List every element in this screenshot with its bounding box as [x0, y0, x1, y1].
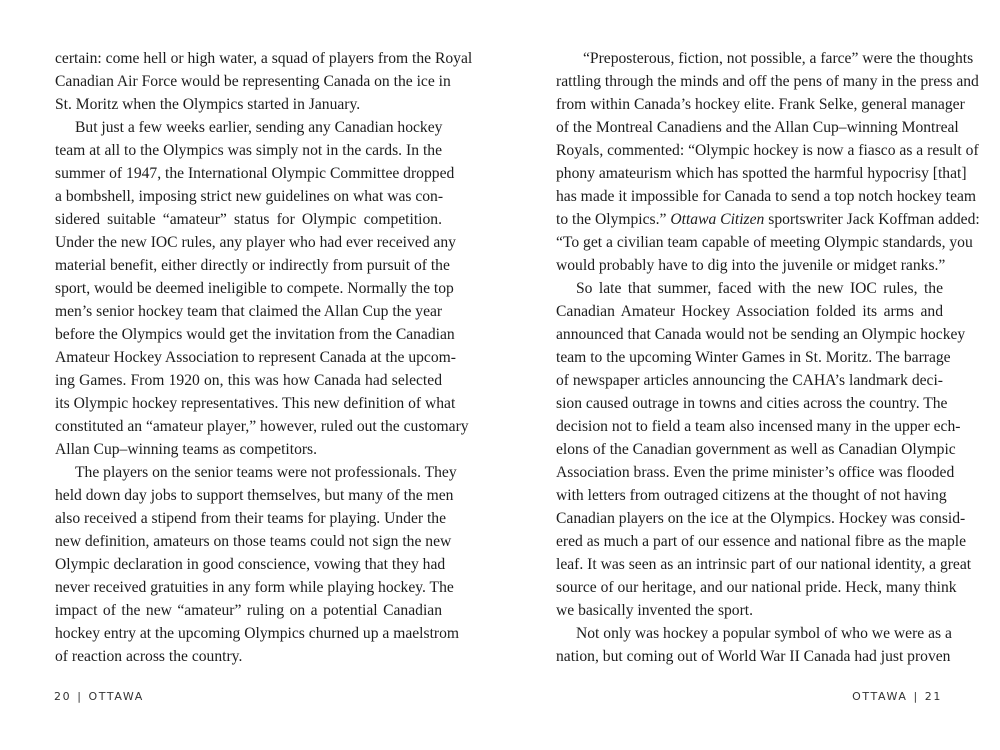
text-line: The players on the senior teams were not professionals. They: [75, 464, 457, 481]
text-line: certain: come hell or high water, a squad of players from the Royal: [55, 50, 473, 67]
text-run: announced that Canada would not be sending an Olympic hockey: [556, 326, 966, 343]
text-line: Allan Cup–winning teams as competitors.: [55, 441, 318, 458]
left-page-body: [55, 47, 473, 668]
text-run: of the Montreal Canadiens and the Allan Cup–winning Montreal: [556, 119, 959, 136]
text-line: also received a stipend from their teams for playing. Under the: [55, 510, 447, 527]
text-line: impact of the new “amateur” ruling on a potential Canadian: [55, 602, 442, 619]
text-run: to the Olympics.”: [556, 211, 671, 228]
text-line: Olympic declaration in good conscience, vowing that they had: [55, 556, 446, 573]
left-footer-separator: |: [77, 690, 83, 703]
text-run: rattling through the minds and off the pens of many in the press and: [556, 73, 979, 90]
text-line: [556, 530, 967, 553]
text-line: [556, 645, 951, 668]
text-line: held down day jobs to support themselves, but many of the men: [55, 487, 454, 504]
text-run: decision not to field a team also incensed many in the upper ech-: [556, 418, 961, 435]
text-run: elons of the Canadian government as well as Canadian Olympic: [556, 441, 956, 458]
text-line: [556, 277, 943, 300]
right-page-body: [556, 47, 980, 668]
text-run: source of our heritage, and our national pride. Heck, many think: [556, 579, 957, 596]
text-run: So late that summer, faced with the new IOC rules, the: [576, 280, 943, 297]
text-line: [556, 461, 955, 484]
text-run: team to the upcoming Winter Games in St. Moritz. The barrage: [556, 349, 951, 366]
text-line: new definition, amateurs on those teams could not sign the new: [55, 533, 452, 550]
text-line: team at all to the Olympics was simply not in the cards. In the: [55, 142, 442, 159]
text-run: “Preposterous, fiction, not possible, a farce” were the thoughts: [583, 50, 974, 67]
text-run: from within Canada’s hockey elite. Frank Selke, general manager: [556, 96, 965, 113]
text-line: [556, 369, 943, 392]
text-line: [556, 231, 973, 254]
text-run: would probably have to dig into the juvenile or midget ranks.”: [556, 257, 946, 274]
text-line: [556, 507, 966, 530]
text-line: [556, 484, 947, 507]
text-line: men’s senior hockey team that claimed the Allan Cup the year: [55, 303, 443, 320]
text-run: leaf. It was seen as an intrinsic part of our national identity, a great: [556, 556, 972, 573]
text-line: [556, 300, 943, 323]
text-line: St. Moritz when the Olympics started in January.: [55, 96, 361, 113]
text-line: of reaction across the country.: [55, 648, 243, 665]
text-line: [556, 323, 966, 346]
text-line: [556, 116, 959, 139]
text-line: a bombshell, imposing strict new guidelines on what was con-: [55, 188, 444, 205]
text-line: its Olympic hockey representatives. This new definition of what: [55, 395, 456, 412]
text-line: Canadian Air Force would be representing Canada on the ice in: [55, 73, 451, 90]
text-run: sportswriter Jack Koffman added:: [764, 211, 980, 228]
text-line: [556, 599, 943, 622]
text-line: [556, 47, 974, 70]
text-line: Amateur Hockey Association to represent Canada at the upcom-: [55, 349, 456, 366]
text-line: [556, 576, 957, 599]
text-line: [556, 392, 948, 415]
text-line: [556, 93, 965, 116]
text-line: before the Olympics would get the invitation from the Canadian: [55, 326, 455, 343]
text-line: [556, 438, 956, 461]
text-run: of newspaper articles announcing the CAHA’s landmark deci-: [556, 372, 943, 389]
text-line: hockey entry at the upcoming Olympics churned up a maelstrom: [55, 625, 460, 642]
text-line: [556, 185, 977, 208]
text-line: ing Games. From 1920 on, this was how Canada had selected: [55, 372, 442, 389]
left-page-footer: [54, 690, 144, 703]
text-line: constituted an “amateur player,” however, ruled out the customary: [55, 418, 469, 435]
right-page-footer: [852, 690, 942, 703]
text-line: [556, 162, 967, 185]
text-line: [556, 553, 972, 576]
text-line: summer of 1947, the International Olympic Committee dropped: [55, 165, 455, 182]
text-line: [556, 208, 980, 231]
right-page-number: 21: [924, 690, 942, 703]
text-run: Association brass. Even the prime minister’s office was flooded: [556, 464, 955, 481]
text-run: Royals, commented: “Olympic hockey is now a fiasco as a result of: [556, 142, 979, 159]
text-run: Canadian players on the ice at the Olympics. Hockey was consid-: [556, 510, 966, 527]
text-line: material benefit, either directly or indirectly from pursuit of the: [55, 257, 450, 274]
right-running-head: OTTAWA: [852, 690, 908, 703]
italic-publication-title: Ottawa Citizen: [670, 211, 765, 228]
text-line: never received gratuities in any form while playing hockey. The: [55, 579, 454, 596]
text-run: “To get a civilian team capable of meeting Olympic standards, you: [556, 234, 973, 251]
text-line: [556, 70, 979, 93]
right-page: [500, 0, 1000, 750]
text-line: But just a few weeks earlier, sending any Canadian hockey: [75, 119, 443, 136]
text-run: sion caused outrage in towns and cities across the country. The: [556, 395, 948, 412]
text-line: [556, 415, 961, 438]
text-run: with letters from outraged citizens at the thought of not having: [556, 487, 947, 504]
text-run: ered as much a part of our essence and national fibre as the maple: [556, 533, 967, 550]
text-line: [556, 139, 979, 162]
text-line: [556, 254, 946, 277]
text-line: [556, 622, 952, 645]
text-line: [556, 346, 951, 369]
left-page-number: 20: [54, 690, 72, 703]
text-run: Not only was hockey a popular symbol of who we were as a: [576, 625, 952, 642]
text-line: sport, would be deemed ineligible to compete. Normally the top: [55, 280, 454, 297]
text-run: Canadian Amateur Hockey Association folded its arms and: [556, 303, 943, 320]
text-run: phony amateurism which has spotted the harmful hypocrisy [that]: [556, 165, 967, 182]
left-running-head: OTTAWA: [88, 690, 144, 703]
right-footer-separator: |: [913, 690, 919, 703]
text-line: Under the new IOC rules, any player who had ever received any: [55, 234, 456, 251]
text-run: has made it impossible for Canada to send a top notch hockey team: [556, 188, 977, 205]
text-run: we basically invented the sport.: [556, 602, 754, 619]
text-line: sidered suitable “amateur” status for Olympic competition.: [55, 211, 442, 228]
text-run: nation, but coming out of World War II Canada had just proven: [556, 648, 951, 665]
